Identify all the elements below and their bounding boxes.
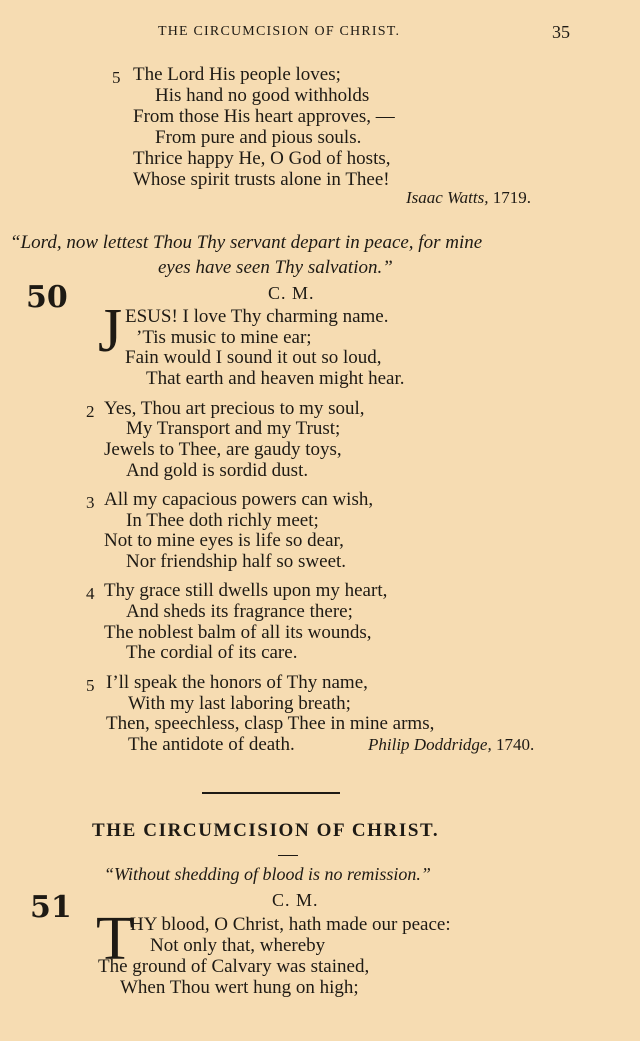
verse-line: All my capacious powers can wish, bbox=[104, 489, 374, 510]
verse-line: His hand no good withholds bbox=[155, 85, 370, 106]
meter: C. M. bbox=[268, 283, 315, 303]
attribution bbox=[368, 735, 534, 755]
verse-line: With my last laboring breath; bbox=[128, 693, 351, 714]
verse-line: The cordial of its care. bbox=[126, 642, 298, 663]
verse-line: The Lord His people loves; bbox=[133, 64, 341, 85]
epigraph: “Without shedding of blood is no remission.” bbox=[104, 864, 431, 884]
author-year: 1740. bbox=[495, 735, 535, 754]
verse-line: HY blood, O Christ, hath made our peace: bbox=[130, 914, 451, 935]
hymn-number: 51 bbox=[30, 890, 72, 925]
verse-line: The antidote of death. bbox=[128, 734, 295, 755]
verse-line: From those His heart approves, — bbox=[133, 106, 395, 127]
verse-line: And gold is sordid dust. bbox=[126, 460, 309, 481]
page-number: 35 bbox=[552, 22, 570, 42]
stanza-number: 5 bbox=[112, 68, 121, 87]
verse-line: Jewels to Thee, are gaudy toys, bbox=[104, 439, 342, 460]
verse-line: Not to mine eyes is life so dear, bbox=[104, 530, 344, 551]
verse-line: In Thee doth richly meet; bbox=[126, 510, 319, 531]
meter: C. M. bbox=[272, 890, 319, 910]
verse-line: Thrice happy He, O God of hosts, bbox=[133, 148, 391, 169]
verse-line: Yes, Thou art precious to my soul, bbox=[104, 398, 365, 419]
verse-line: Nor friendship half so sweet. bbox=[126, 551, 347, 572]
epigraph: “Lord, now lettest Thou Thy servant depart in peace, for mine bbox=[10, 232, 483, 253]
drop-cap: J bbox=[98, 297, 123, 365]
running-header: THE CIRCUMCISION OF CHRIST. bbox=[158, 24, 401, 39]
verse-line: The ground of Calvary was stained, bbox=[98, 956, 370, 977]
attribution bbox=[406, 188, 531, 208]
verse-line: The noblest balm of all its wounds, bbox=[104, 622, 372, 643]
stanza-number: 5 bbox=[86, 676, 95, 695]
verse-line: From pure and pious souls. bbox=[155, 127, 362, 148]
stanza-number: 3 bbox=[86, 493, 95, 512]
epigraph: eyes have seen Thy salvation.” bbox=[158, 257, 393, 278]
verse-line: I’ll speak the honors of Thy name, bbox=[106, 672, 368, 693]
verse-line: That earth and heaven might hear. bbox=[146, 368, 405, 389]
title-rule bbox=[278, 855, 298, 856]
author-name: Isaac Watts, bbox=[406, 188, 489, 207]
verse-line: ’Tis music to mine ear; bbox=[136, 327, 312, 348]
verse-line: Whose spirit trusts alone in Thee! bbox=[133, 169, 390, 190]
verse-line: When Thou wert hung on high; bbox=[120, 977, 359, 998]
stanza-number: 2 bbox=[86, 402, 95, 421]
section-title: THE CIRCUMCISION OF CHRIST. bbox=[92, 820, 440, 841]
author-name: Philip Doddridge, bbox=[368, 735, 492, 754]
author-year: 1719. bbox=[492, 188, 531, 207]
verse-line: And sheds its fragrance there; bbox=[126, 601, 353, 622]
verse-line: Thy grace still dwells upon my heart, bbox=[104, 580, 388, 601]
verse-line: Not only that, whereby bbox=[150, 935, 326, 956]
verse-line: Fain would I sound it out so loud, bbox=[125, 347, 382, 368]
section-divider bbox=[202, 792, 340, 794]
verse-line: ESUS! I love Thy charming name. bbox=[125, 306, 389, 327]
stanza-number: 4 bbox=[86, 584, 95, 603]
drop-cap: T bbox=[96, 905, 134, 973]
verse-line: Then, speechless, clasp Thee in mine arms, bbox=[106, 713, 435, 734]
hymn-number: 50 bbox=[26, 280, 68, 315]
verse-line: My Transport and my Trust; bbox=[126, 418, 341, 439]
